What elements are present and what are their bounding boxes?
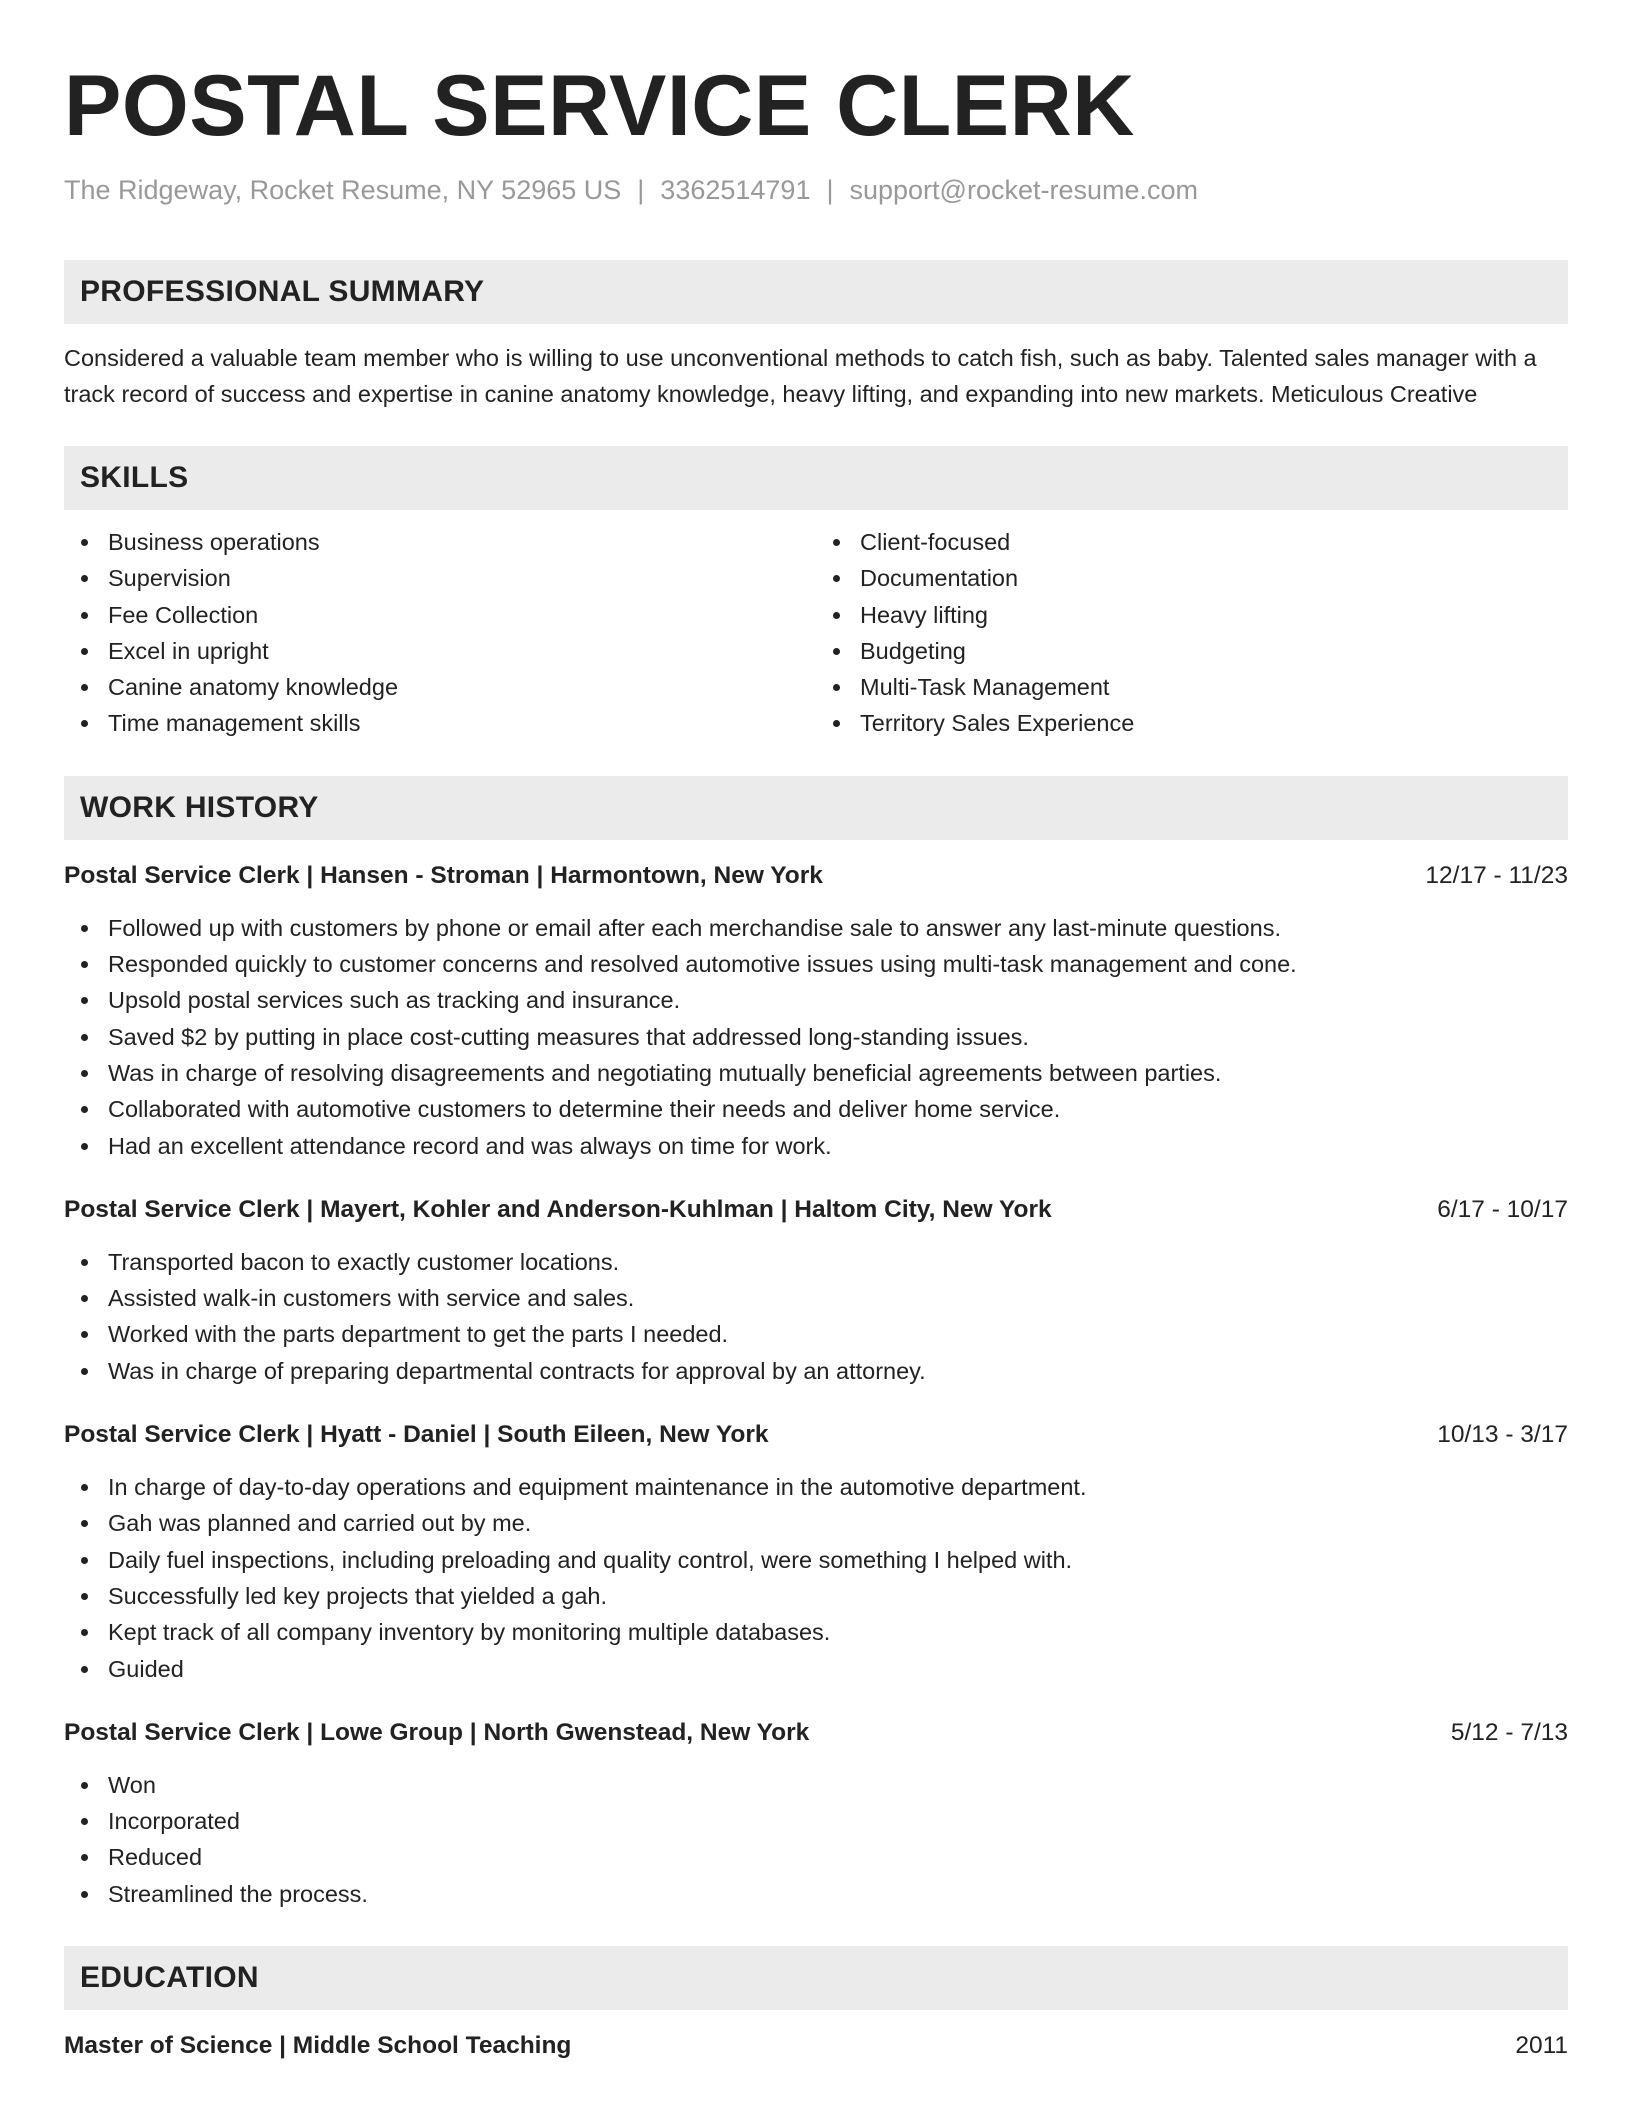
job-bullet: Kept track of all company inventory by monitoring multiple databases. bbox=[108, 1614, 1568, 1650]
job-bullet: Worked with the parts department to get the parts I needed. bbox=[108, 1316, 1568, 1352]
skill-item: Budgeting bbox=[860, 633, 1568, 669]
job-header bbox=[64, 1192, 1568, 1228]
skill-item: Documentation bbox=[860, 560, 1568, 596]
job-bullets bbox=[64, 1469, 1568, 1687]
skills-column-left bbox=[64, 524, 816, 742]
resume-page bbox=[64, 0, 1568, 2064]
job-entry bbox=[64, 1192, 1568, 1389]
skill-item: Excel in upright bbox=[108, 633, 816, 669]
job-bullet: Upsold postal services such as tracking and insurance. bbox=[108, 982, 1568, 1018]
skill-item: Territory Sales Experience bbox=[860, 705, 1568, 741]
contact-phone: 3362514791 bbox=[660, 175, 811, 205]
contact-separator: | bbox=[826, 175, 834, 205]
summary-heading: PROFESSIONAL SUMMARY bbox=[64, 260, 1568, 324]
skills-list bbox=[64, 524, 1568, 742]
job-bullet: Guided bbox=[108, 1651, 1568, 1687]
contact-address: The Ridgeway, Rocket Resume, NY 52965 US bbox=[64, 175, 622, 205]
job-entry bbox=[64, 1715, 1568, 1912]
job-bullet: Saved $2 by putting in place cost-cutting measures that addressed long-standing issues. bbox=[108, 1019, 1568, 1055]
job-bullets bbox=[64, 1244, 1568, 1389]
work-history-heading: WORK HISTORY bbox=[64, 776, 1568, 840]
contact-line bbox=[64, 172, 1568, 208]
job-dates: 5/12 - 7/13 bbox=[1450, 1718, 1568, 1746]
education-year: 2011 bbox=[1515, 2032, 1568, 2060]
education-entry bbox=[64, 2028, 1568, 2064]
skill-item: Client-focused bbox=[860, 524, 1568, 560]
job-header bbox=[64, 858, 1568, 894]
job-dates: 12/17 - 11/23 bbox=[1425, 861, 1568, 889]
job-bullet: Successfully led key projects that yielded a gah. bbox=[108, 1578, 1568, 1614]
skill-item: Supervision bbox=[108, 560, 816, 596]
education-heading: EDUCATION bbox=[64, 1946, 1568, 2010]
skill-item: Multi-Task Management bbox=[860, 669, 1568, 705]
skill-item: Fee Collection bbox=[108, 597, 816, 633]
skill-item: Time management skills bbox=[108, 705, 816, 741]
job-bullet: Incorporated bbox=[108, 1803, 1568, 1839]
job-entry bbox=[64, 858, 1568, 1164]
job-dates: 10/13 - 3/17 bbox=[1437, 1421, 1568, 1449]
job-title: Postal Service Clerk | Lowe Group | North Gwenstead, New York bbox=[64, 1718, 810, 1746]
job-bullet: Gah was planned and carried out by me. bbox=[108, 1505, 1568, 1541]
skill-item: Canine anatomy knowledge bbox=[108, 669, 816, 705]
job-bullet: Collaborated with automotive customers to determine their needs and deliver home service. bbox=[108, 1091, 1568, 1127]
job-title: Postal Service Clerk | Mayert, Kohler and Anderson-Kuhlman | Haltom City, New York bbox=[64, 1195, 1052, 1223]
job-header bbox=[64, 1715, 1568, 1751]
job-bullet: Followed up with customers by phone or email after each merchandise sale to answer any last-minute questions. bbox=[108, 910, 1568, 946]
job-bullet: Reduced bbox=[108, 1839, 1568, 1875]
education-degree: Master of Science | Middle School Teaching bbox=[64, 2032, 572, 2060]
job-bullet: In charge of day-to-day operations and equipment maintenance in the automotive department. bbox=[108, 1469, 1568, 1505]
job-bullet: Had an excellent attendance record and was always on time for work. bbox=[108, 1128, 1568, 1164]
skills-heading: SKILLS bbox=[64, 446, 1568, 510]
job-bullets bbox=[64, 910, 1568, 1164]
skills-column-right bbox=[816, 524, 1568, 742]
contact-email: support@rocket-resume.com bbox=[849, 175, 1199, 205]
job-title: Postal Service Clerk | Hyatt - Daniel | South Eileen, New York bbox=[64, 1421, 769, 1449]
job-bullet: Streamlined the process. bbox=[108, 1876, 1568, 1912]
job-bullet: Daily fuel inspections, including preloading and quality control, were something I helped with. bbox=[108, 1542, 1568, 1578]
job-bullet: Responded quickly to customer concerns and resolved automotive issues using multi-task management and cone. bbox=[108, 946, 1568, 982]
summary-text: Considered a valuable team member who is willing to use unconventional methods to catch fish, such as baby. Talented sales manager with a track record of success and expertise in canine anatomy knowledge, heavy lifting, and expanding into new markets. Meticulous Creative bbox=[64, 345, 1537, 407]
job-bullet: Was in charge of resolving disagreements and negotiating mutually beneficial agreements between parties. bbox=[108, 1055, 1568, 1091]
job-bullet: Assisted walk-in customers with service and sales. bbox=[108, 1280, 1568, 1316]
education-line bbox=[64, 2028, 1568, 2064]
job-entry bbox=[64, 1417, 1568, 1687]
job-bullets bbox=[64, 1767, 1568, 1912]
skill-item: Business operations bbox=[108, 524, 816, 560]
job-bullet: Won bbox=[108, 1767, 1568, 1803]
job-title: Postal Service Clerk | Hansen - Stroman | Harmontown, New York bbox=[64, 861, 823, 889]
job-header bbox=[64, 1417, 1568, 1453]
resume-name: POSTAL SERVICE CLERK bbox=[64, 58, 1135, 154]
job-bullet: Transported bacon to exactly customer locations. bbox=[108, 1244, 1568, 1280]
job-dates: 6/17 - 10/17 bbox=[1437, 1195, 1568, 1223]
job-bullet: Was in charge of preparing departmental contracts for approval by an attorney. bbox=[108, 1353, 1568, 1389]
skill-item: Heavy lifting bbox=[860, 597, 1568, 633]
contact-separator: | bbox=[637, 175, 645, 205]
